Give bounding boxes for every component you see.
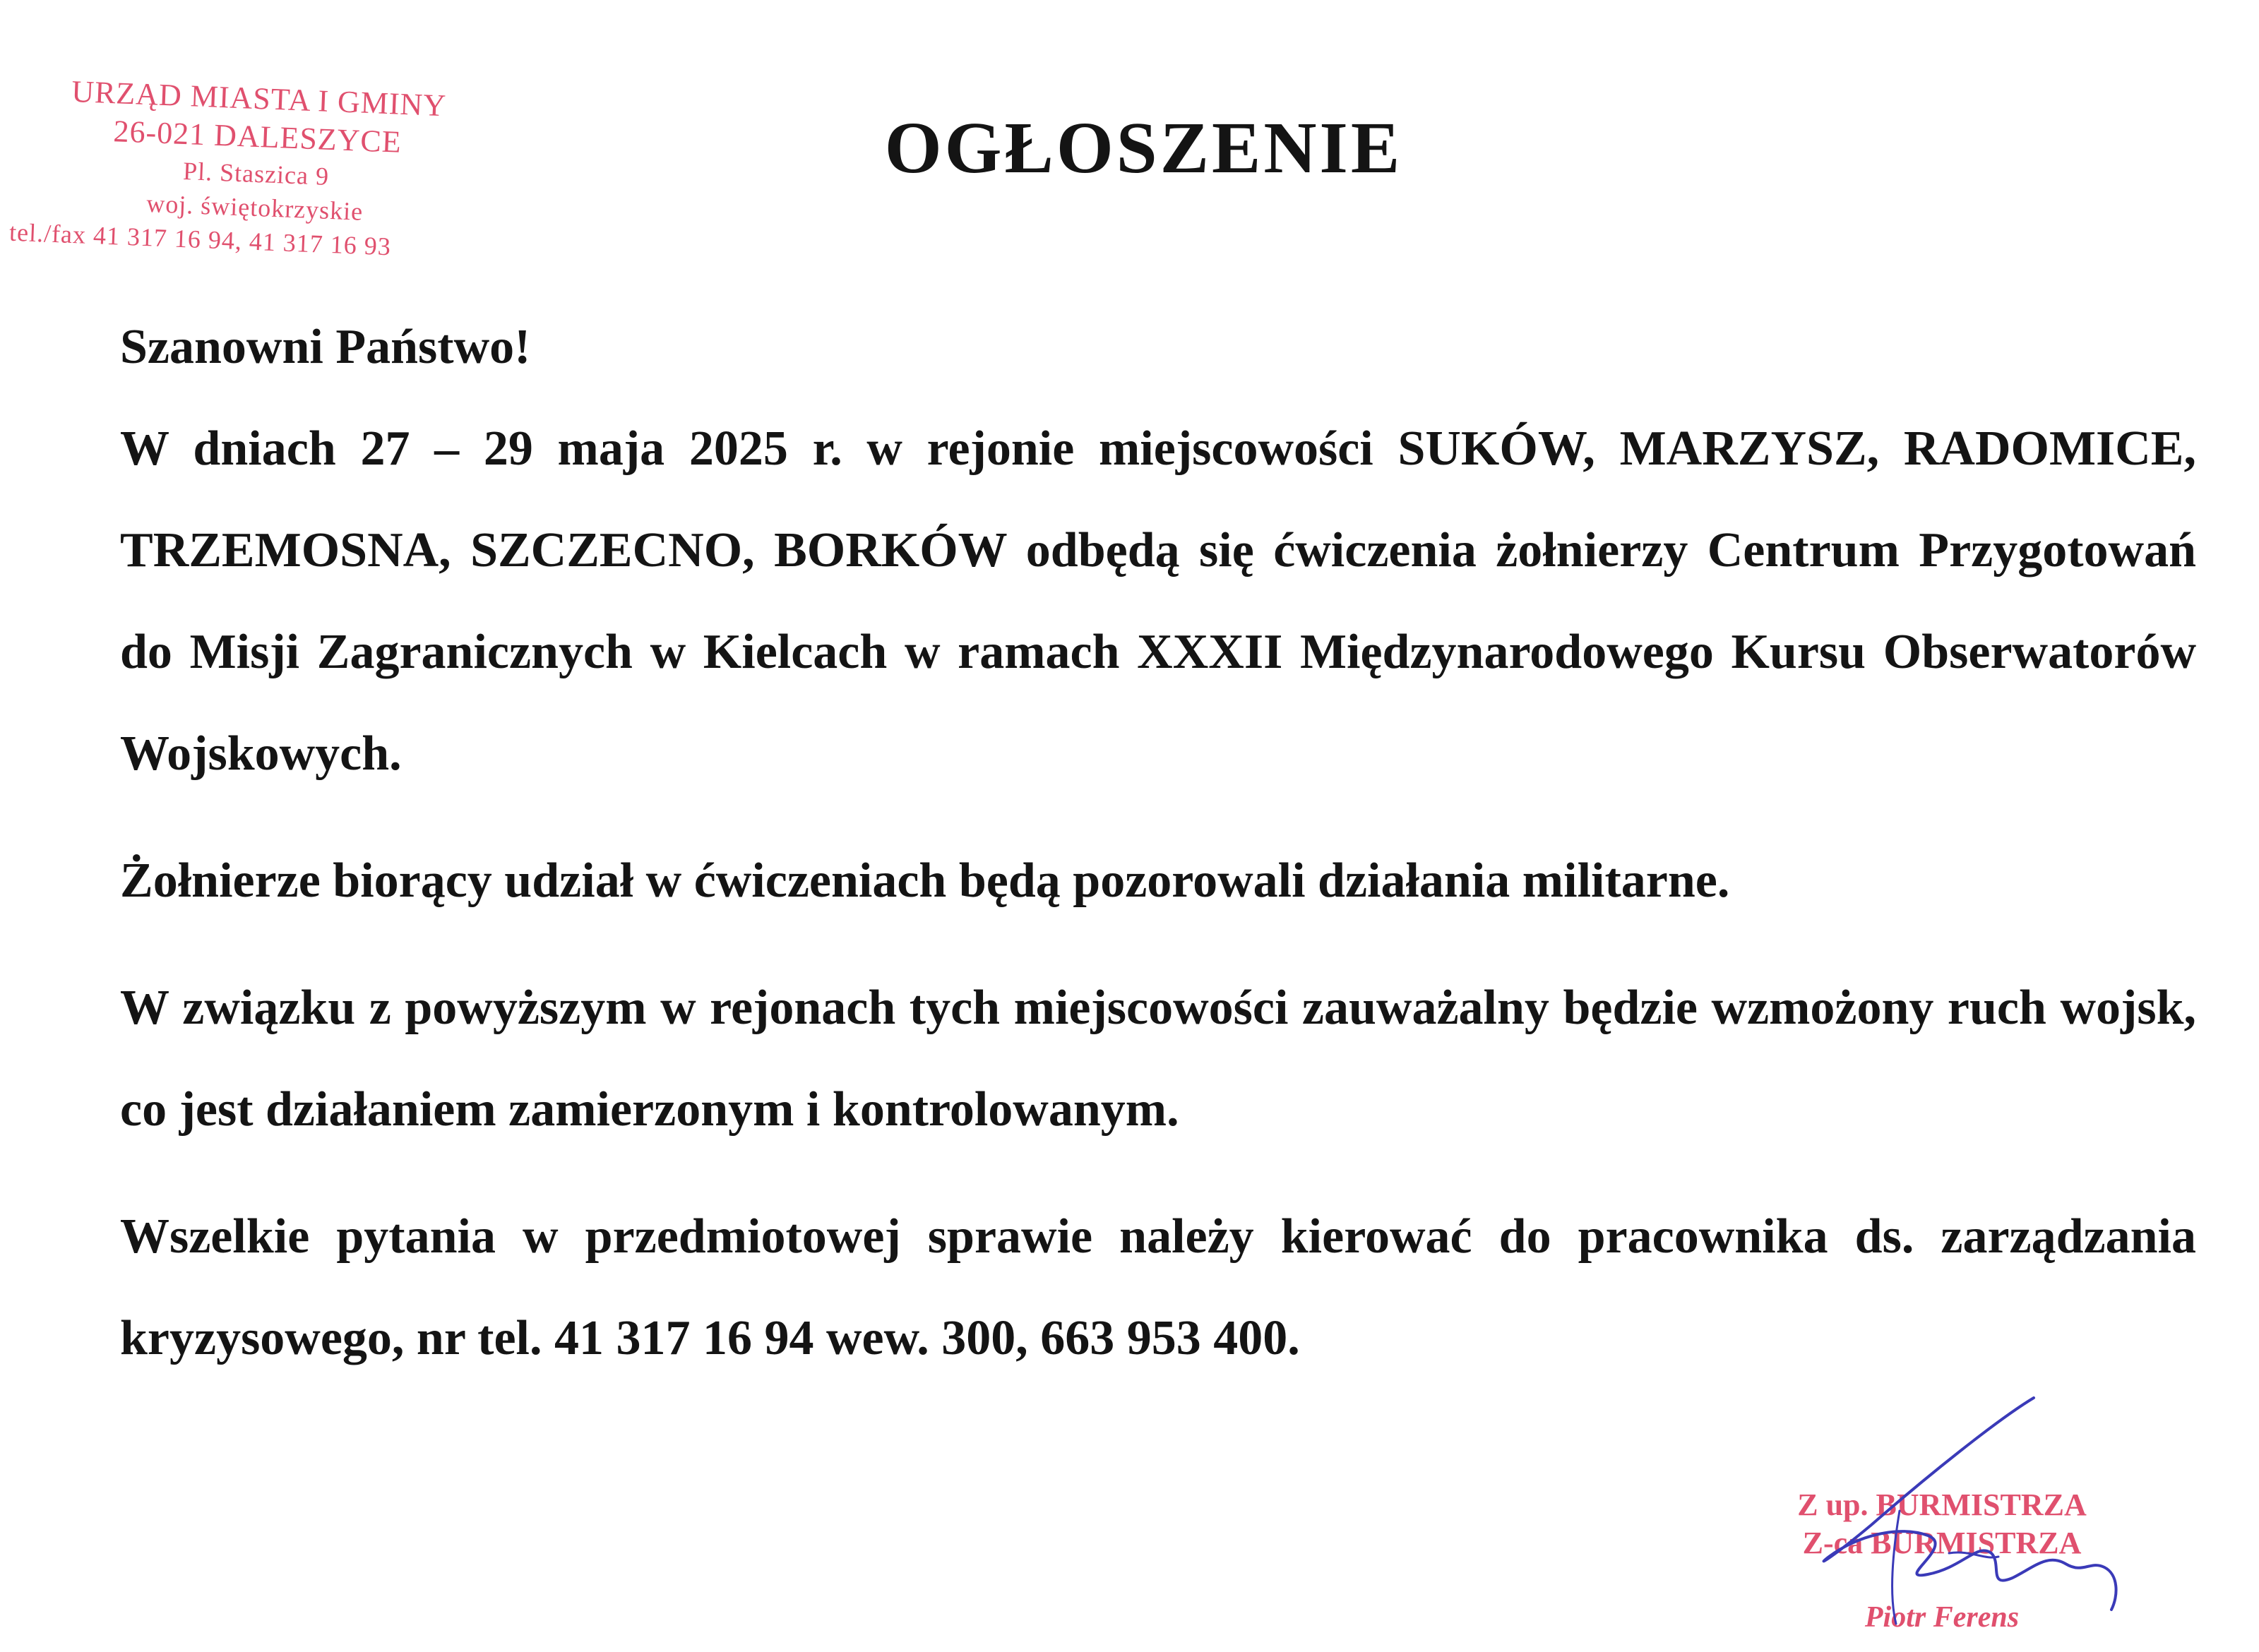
- signature-stamp-name: Piotr Ferens: [1864, 1601, 2020, 1634]
- stamp-voivodeship: woj. świętokrzyskie: [145, 189, 364, 226]
- paragraph-troop-movement: W związku z powyższym w rejonach tych miejscowości zauważalny będzie wzmożony ruch wojsk, co jest działaniem zamierzonym i kontrolowanym.: [120, 981, 2196, 1137]
- stamp-phone: tel./fax 41 317 16 94, 41 317 16 93: [8, 217, 392, 261]
- paragraph-exercise-dates: W dniach 27 – 29 maja 2025 r. w rejonie miejscowości SUKÓW, MARZYSZ, RADOMICE, TRZEMOSNA, SZCZECNO, BORKÓW odbędą się ćwiczenia żołnierzy Centrum Przygotowań do Misji Zagranicznych w Kielcach w ramach XXXII Międzynarodowego Kursu Obserwatorów Wojskowych.: [120, 421, 2196, 781]
- paragraph-contact: Wszelkie pytania w przedmiotowej sprawie należy kierować do pracownika ds. zarządzania kryzysowego, nr tel. 41 317 16 94 wew. 300, 663 953 400.: [120, 1209, 2196, 1365]
- greeting: Szanowni Państwo!: [120, 320, 531, 374]
- stamp-office-name: URZĄD MIASTA I GMINY: [71, 73, 447, 124]
- document-body: [120, 297, 2196, 1389]
- paragraph-military-actions: Żołnierze biorący udział w ćwiczeniach będą pozorowali działania militarne.: [120, 854, 1730, 908]
- stamp-street: Pl. Staszica 9: [182, 156, 330, 191]
- signature-stamp-line1: Z up. BURMISTRZA: [1797, 1488, 2087, 1522]
- stamp-postal-city: 26-021 DALESZYCE: [112, 114, 403, 160]
- handwritten-signature: [1787, 1391, 2154, 1645]
- signature-stamp-line2: Z-ca BURMISTRZA: [1802, 1526, 2082, 1560]
- document-title: OGŁOSZENIE: [884, 107, 1403, 188]
